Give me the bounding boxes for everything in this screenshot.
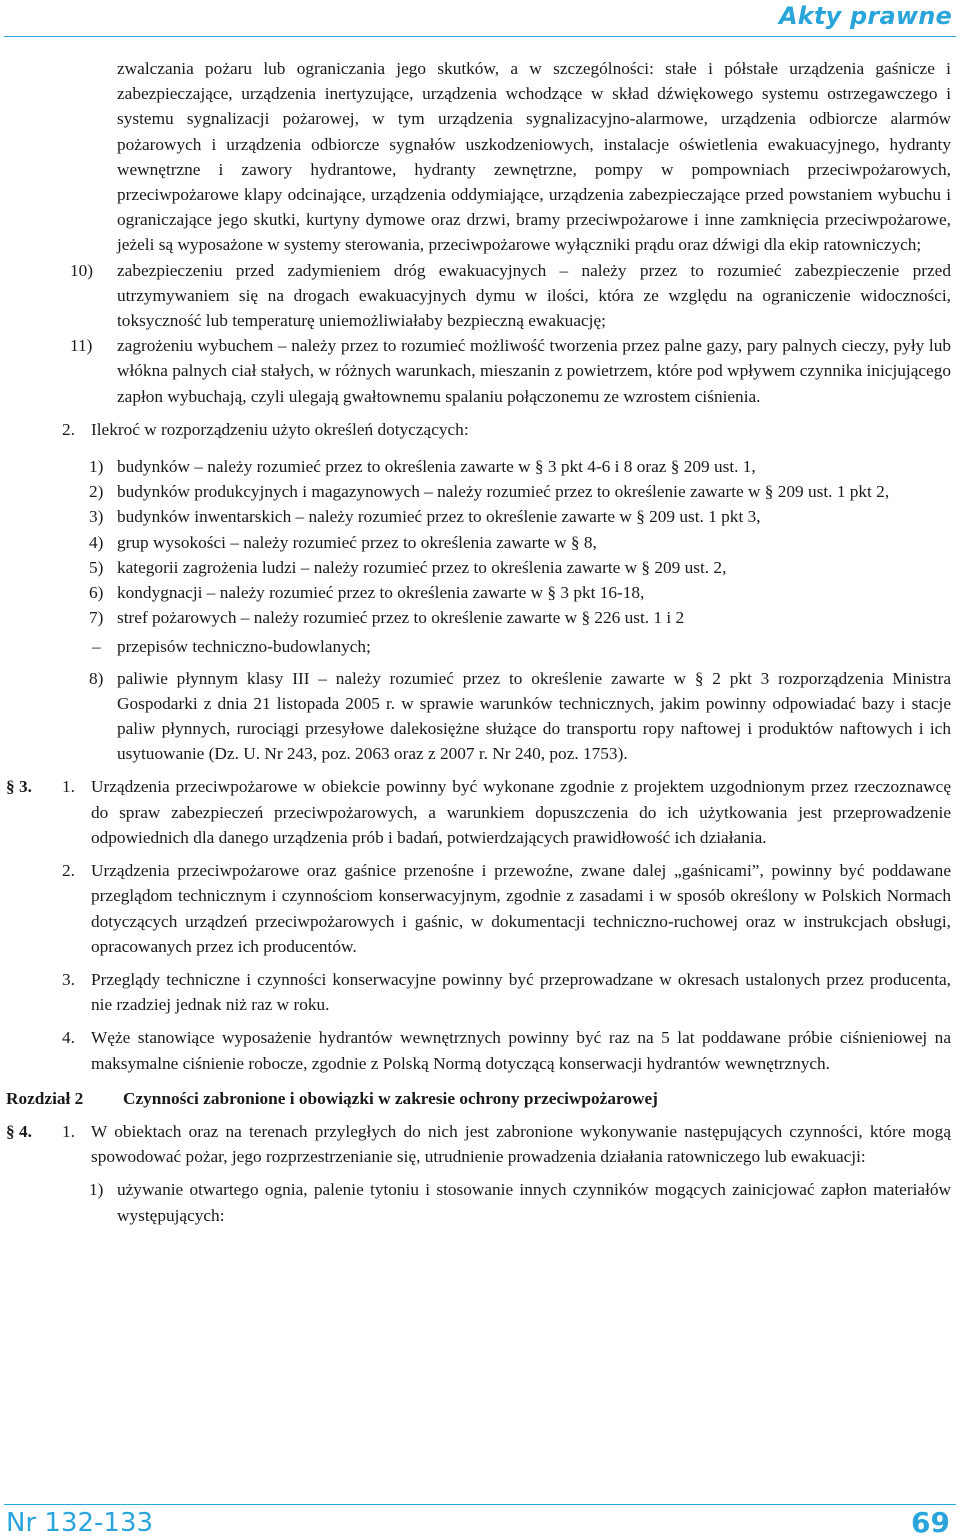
footer-divider xyxy=(4,1504,956,1505)
paragraph-text: Urządzenia przeciwpożarowe w obiekcie powinny być wykonane zgodnie z projektem uzgodnionym przez rzeczoznawcę do spraw zabezpieczeń przeciwpożarowych, a warunkiem dopuszczenia do ich użytkowania jest przeprowadzenie odpowiednich dla danego urządzenia prób i badań, potwierdzających prawidłowość ich działania. xyxy=(91,777,951,847)
list-item xyxy=(117,56,951,258)
running-header-title: Akty prawne xyxy=(779,2,952,30)
paragraph-text: przepisów techniczno-budowlanych; xyxy=(117,637,371,657)
item-marker: – xyxy=(92,637,101,657)
paragraph-text: Ilekroć w rozporządzeniu użyto określeń dotyczących: xyxy=(91,419,469,439)
page-number: 69 xyxy=(911,1506,950,1539)
list-item xyxy=(89,555,951,580)
list-item xyxy=(62,858,951,959)
item-marker: 1. xyxy=(62,777,75,797)
item-marker: 7) xyxy=(89,608,104,628)
list-item xyxy=(89,479,951,504)
item-marker: 6) xyxy=(89,583,104,603)
paragraph-text: kondygnacji – należy rozumieć przez to określenia zawarte w § 3 pkt 16-18, xyxy=(117,583,645,603)
paragraph-text: paliwie płynnym klasy III – należy rozumieć przez to określenie zawarte w § 2 pkt 3 rozporządzenia Ministra Gospodarki z dnia 21 listopada 2005 r. w sprawie warunków technicznych, jakim powinny odpowiadać bazy i stacje paliw płynnych, rurociągi przesyłowe dalekosiężne służące do transportu ropy naftowej i produktów naftowych i ich usytuowanie (Dz. U. Nr 243, poz. 2063 oraz z 2007 r. Nr 240, poz. 1753). xyxy=(117,668,951,764)
item-marker: 8) xyxy=(89,668,104,688)
paragraph-text: używanie otwartego ognia, palenie tytoniu i stosowanie innych czynników mogących zainicjować zapłon materiałów występujących: xyxy=(117,1180,951,1225)
paragraph-text: Urządzenia przeciwpożarowe oraz gaśnice przenośne i przewoźne, zwane dalej „gaśnicami”, powinny być poddawane przeglądom technicznym i czynnościom konserwacyjnym, zgodnie z zasadami i w sposób określony w Polskich Normach dotyczących urządzeń przeciwpożarowych i gaśnic, w dokumentacji techniczno-ruchowej oraz w instrukcjach obsługi, opracowanych przez ich producentów. xyxy=(91,861,951,956)
item-marker: 2. xyxy=(62,861,75,881)
paragraph-text: zabezpieczeniu przed zadymieniem dróg ewakuacyjnych – należy przez to rozumieć zabezpieczenie przed utrzymywaniem się na drogach ewakuacyjnych dymu w ilości, która ze względu na ograniczenie widoczności, toksyczność lub temperaturę uniemożliwiałaby bezpieczną ewakuację; xyxy=(117,260,951,331)
paragraph-text: zwalczania pożaru lub ograniczania jego skutków, a w szczególności: stałe i półstałe urządzenia gaśnicze i zabezpieczające, urządzenia inertyzujące, urządzenia wchodzące w skład dźwiękowego systemu ostrzegawczego i systemu sygnalizacji pożarowej, w tym urządzenia sygnalizacyjno-alarmowe, urządzenia odbiorcze alarmów pożarowych i urządzenia odbiorcze sygnałów uszkodzeniowych, instalacje oświetlenia ewakuacyjnego, hydranty wewnętrzne i zawory hydrantowe, hydranty zewnętrzne, pompy w pompowniach przeciwpożarowych, przeciwpożarowe klapy odcinające, urządzenia oddymiające, urządzenia zabezpieczające przed powstaniem wybuchu i ograniczające jego skutki, kurtyny dymowe oraz drzwi, bramy przeciwpożarowe i inne zamknięcia przeciwpożarowe, jeżeli są wyposażone w systemy sterowania, przeciwpożarowe wyłączniki prądu oraz dźwigi dla ekip ratowniczych; xyxy=(117,59,951,255)
paragraph-text: grup wysokości – należy rozumieć przez to określenia zawarte w § 8, xyxy=(117,532,597,552)
list-item xyxy=(89,504,951,529)
paragraph-text: budynków – należy rozumieć przez to określenia zawarte w § 3 pkt 4-6 i 8 oraz § 209 ust. 1, xyxy=(117,457,756,477)
item-marker: 5) xyxy=(89,557,104,577)
paragraph-text: budynków produkcyjnych i magazynowych – należy rozumieć przez to określenie zawarte w § 209 ust. 1 pkt 2, xyxy=(117,482,890,502)
item-marker: 4) xyxy=(89,532,104,552)
list-item xyxy=(89,1177,951,1227)
item-marker: 1. xyxy=(62,1121,75,1141)
item-marker: 4. xyxy=(62,1028,75,1048)
paragraph-text: Węże stanowiące wyposażenie hydrantów wewnętrznych powinny być raz na 5 lat poddawane próbie ciśnieniowej na maksymalne ciśnienie robocze, zgodnie z Polską Normą dotyczącą konserwacji hydrantów wewnętrznych. xyxy=(91,1028,951,1073)
list-item xyxy=(70,333,951,409)
section-number: § 3. xyxy=(6,777,32,797)
header-divider xyxy=(4,36,956,37)
item-marker: 3) xyxy=(89,507,104,527)
item-marker: 2. xyxy=(62,419,75,439)
section-number: § 4. xyxy=(6,1121,32,1141)
list-item xyxy=(89,605,951,630)
list-item xyxy=(62,967,951,1017)
paragraph-text: zagrożeniu wybuchem – należy przez to rozumieć możliwość tworzenia przez palne gazy, pary palnych cieczy, pyły lub włókna palnych ciał stałych, w różnych warunkach, mieszanin z powietrzem, które pod wpływem czynnika inicjującego zapłon wybuchają, czyli ulegają gwałtownemu spalaniu połączonemu ze wzrostem ciśnienia. xyxy=(117,336,951,406)
paragraph-text: budynków inwentarskich – należy rozumieć przez to określenie zawarte w § 209 ust. 1 pkt 3, xyxy=(117,507,761,527)
list-item xyxy=(89,530,951,555)
paragraph-text: W obiektach oraz na terenach przyległych do nich jest zabronione wykonywanie następujących czynności, które mogą spowodować pożar, jego rozprzestrzenianie się, utrudnienie prowadzenia działania ratowniczego lub ewakuacji: xyxy=(91,1121,951,1167)
item-marker: 2) xyxy=(89,482,104,502)
item-marker: 1) xyxy=(89,1180,104,1200)
section-paragraph xyxy=(6,1119,951,1169)
list-item xyxy=(89,666,951,767)
item-marker: 3. xyxy=(62,969,75,989)
list-item xyxy=(89,580,951,605)
list-item xyxy=(70,258,951,334)
paragraph-text: kategorii zagrożenia ludzi – należy rozumieć przez to określenia zawarte w § 209 ust. 2, xyxy=(117,557,727,577)
list-item xyxy=(89,454,951,479)
section-paragraph xyxy=(6,774,951,850)
list-item xyxy=(92,634,951,659)
item-marker: 11) xyxy=(70,336,93,356)
paragraph-text: stref pożarowych – należy rozumieć przez to określenie zawarte w § 226 ust. 1 i 2 xyxy=(117,608,685,628)
chapter-number: Rozdział 2 xyxy=(6,1088,84,1108)
item-marker: 10) xyxy=(70,260,94,280)
issue-number: Nr 132-133 xyxy=(6,1508,154,1538)
document-body xyxy=(0,56,960,1486)
list-item xyxy=(62,1025,951,1075)
item-marker: 1) xyxy=(89,457,104,477)
list-item xyxy=(62,417,951,442)
paragraph-text: Przeglądy techniczne i czynności konserwacyjne powinny być przeprowadzane w okresach ustalonych przez producenta, nie rzadziej jednak niż raz w roku. xyxy=(91,969,951,1015)
chapter-title: Czynności zabronione i obowiązki w zakresie ochrony przeciwpożarowej xyxy=(123,1088,658,1108)
chapter-heading xyxy=(0,1086,960,1111)
